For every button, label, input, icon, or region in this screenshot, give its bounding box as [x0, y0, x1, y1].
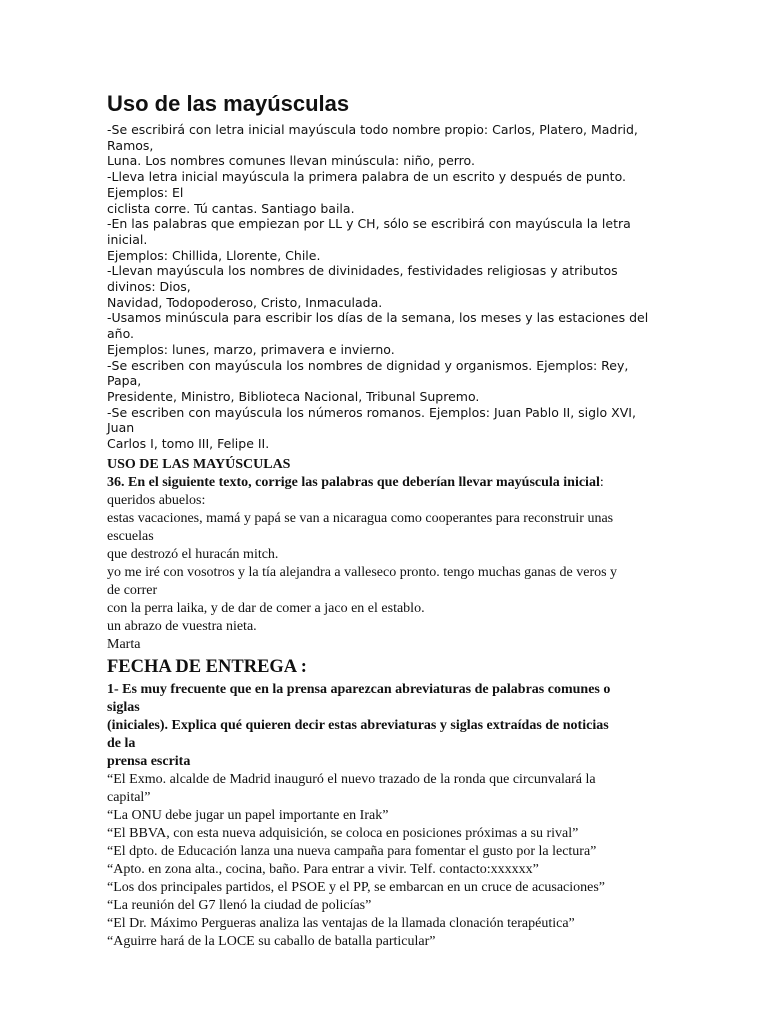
rule-line: Ejemplos: lunes, marzo, primavera e invierno. [107, 341, 395, 357]
rule-line: -Se escribirá con letra inicial mayúscula todo nombre propio: Carlos, Platero, Madrid, [107, 122, 638, 137]
page-title: Uso de las mayúsculas [107, 91, 350, 116]
quote-line: “El dpto. de Educación lanza una nueva campaña para fomentar el gusto por la lectura” [107, 843, 597, 859]
quote-line: “El BBVA, con esta nueva adquisición, se coloca en posiciones próximas a su rival” [107, 825, 579, 841]
delivery-block [107, 681, 667, 951]
exercise-line: yo me iré con vosotros y la tía alejandra a valleseco pronto. tengo muchas ganas de veros y [107, 564, 618, 580]
exercise-line: con la perra laika, y de dar de comer a jaco en el establo. [107, 600, 425, 616]
rule-line: -Llevan mayúscula los nombres de divinidades, festividades religiosas y atributos [107, 263, 618, 279]
rule-line: Ejemplos: Chillida, Llorente, Chile. [107, 247, 321, 263]
rule-line: Navidad, Todopoderoso, Cristo, Inmaculada. [107, 294, 383, 310]
exercise-instruction [107, 474, 667, 492]
rules-block [107, 122, 667, 452]
rule-line: ciclista corre. Tú cantas. Santiago baila. [107, 200, 355, 216]
rule-line: -Se escriben con mayúscula los nombres de dignidad y organismos. Ejemplos: Rey, [107, 357, 629, 373]
rule-line: -Usamos minúscula para escribir los días de la semana, los meses y las estaciones del [107, 310, 649, 326]
rule-line: Luna. Los nombres comunes llevan minúscula: niño, perro. [107, 153, 475, 169]
exercise-line: Marta [107, 636, 141, 652]
exercise-line: de correr [107, 582, 158, 598]
question-line: (iniciales). Explica qué quieren decir estas abreviaturas y siglas extraídas de noticias [107, 717, 609, 733]
rule-line: inicial. [107, 231, 148, 247]
rule-line: -Lleva letra inicial mayúscula la primera palabra de un escrito y después de punto. [107, 169, 626, 185]
exercise-line: un abrazo de vuestra nieta. [107, 618, 257, 634]
rule-line: año. [107, 326, 134, 342]
quote-line: “La reunión del G7 llenó la ciudad de policías” [107, 897, 372, 913]
question-line: siglas [107, 699, 140, 715]
exercise-line: que destrozó el huracán mitch. [107, 546, 279, 562]
quote-line: “Apto. en zona alta., cocina, baño. Para entrar a vivir. Telf. contacto:xxxxxx” [107, 861, 539, 877]
exercise-line: queridos abuelos: [107, 492, 206, 508]
rule-line: -En las palabras que empiezan por LL y CH, sólo se escribirá con mayúscula la letra [107, 216, 631, 232]
document-page [107, 90, 667, 951]
quote-line: “Aguirre hará de la LOCE su caballo de batalla particular” [107, 933, 436, 949]
rule-line: Juan [107, 420, 135, 436]
rule-line: Carlos I, tomo III, Felipe II. [107, 436, 270, 452]
quote-line: “Los dos principales partidos, el PSOE y el PP, se embarcan en un cruce de acusaciones” [107, 879, 606, 895]
quote-line: “La ONU debe jugar un papel importante en Irak” [107, 807, 389, 823]
question-line: 1- Es muy frecuente que en la prensa aparezcan abreviaturas de palabras comunes o [107, 681, 611, 697]
rule-line: Ejemplos: El [107, 184, 184, 200]
quote-line: capital” [107, 789, 151, 805]
exercise-line: estas vacaciones, mamá y papá se van a nicaragua como cooperantes para reconstruir unas [107, 510, 614, 526]
rule-line: Presidente, Ministro, Biblioteca Nacional, Tribunal Supremo. [107, 388, 480, 404]
question-line: de la [107, 735, 136, 751]
rule-line: Papa, [107, 373, 142, 389]
quote-line: “El Dr. Máximo Pergueras analiza las ventajas de la llamada clonación terapéutica” [107, 915, 575, 931]
instruction-colon: : [599, 474, 604, 490]
rule-line: divinos: Dios, [107, 279, 191, 295]
quote-line: “El Exmo. alcalde de Madrid inauguró el nuevo trazado de la ronda que circunvalará la [107, 771, 596, 787]
rule-line: Ramos, [107, 137, 154, 153]
exercise-heading: USO DE LAS MAYÚSCULAS [107, 456, 291, 472]
question-line: prensa escrita [107, 753, 191, 769]
instruction-text: 36. En el siguiente texto, corrige las palabras que deberían llevar mayúscula inicial [107, 474, 600, 490]
exercise-line: escuelas [107, 528, 154, 544]
exercise-block [107, 456, 667, 654]
rule-line: -Se escriben con mayúscula los números romanos. Ejemplos: Juan Pablo II, siglo XVI, [107, 404, 636, 420]
delivery-heading: FECHA DE ENTREGA : [107, 656, 307, 677]
